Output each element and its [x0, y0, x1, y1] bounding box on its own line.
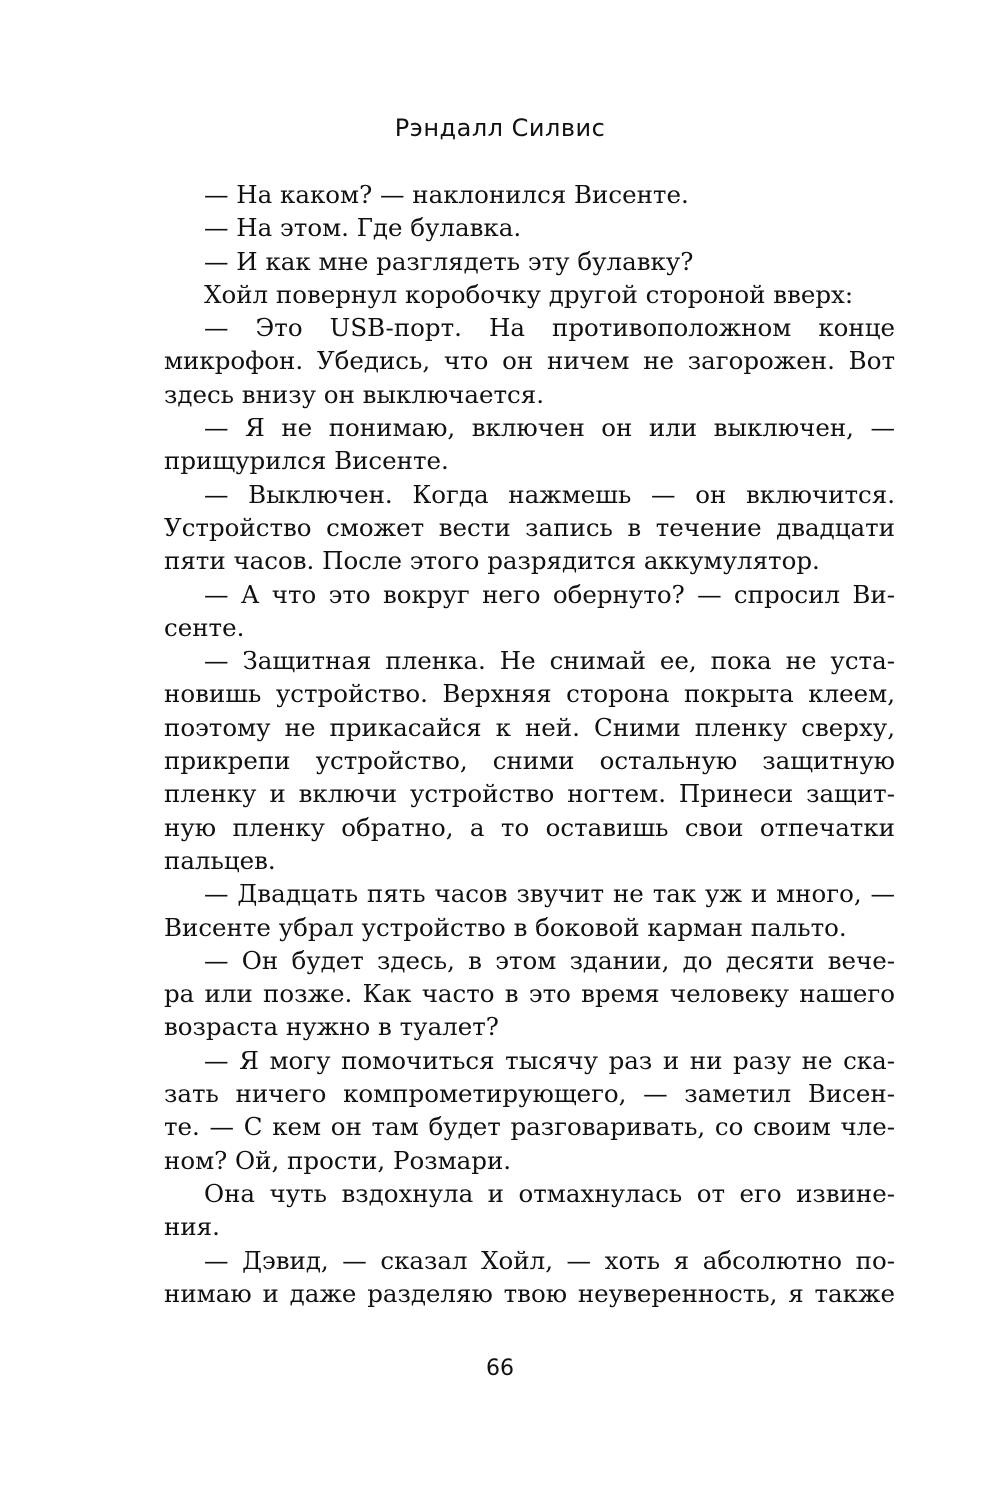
- text-line: прищурился Висенте.: [164, 446, 449, 476]
- text-line: — Дэвид, — сказал Хойл, — хоть я абсолютно по-: [204, 1245, 895, 1275]
- text-line: ния.: [164, 1212, 220, 1242]
- text-line: новишь устройство. Верхняя сторона покрыта клеем,: [164, 679, 895, 709]
- running-head: Рэндалл Силвис: [394, 114, 606, 142]
- text-line: микрофон. Убедись, что он ничем не загорожен. Вот: [164, 346, 895, 376]
- text-line: прикрепи устройство, сними остальную защитную: [164, 746, 895, 776]
- text-line: — Двадцать пять часов звучит не так уж и много, —: [204, 879, 895, 909]
- text-line: пальцев.: [164, 845, 276, 875]
- text-line: сенте.: [164, 612, 245, 642]
- body-text: [164, 178, 895, 1310]
- text-line: — Я не понимаю, включен он или выключен, —: [204, 413, 895, 443]
- text-line: возраста нужно в туалет?: [164, 1012, 499, 1042]
- text-line: те. — С кем он там будет разговаривать, со своим чле-: [164, 1112, 895, 1142]
- text-line: — Выключен. Когда нажмешь — он включится.: [204, 479, 895, 509]
- text-line: ном? Ой, прости, Розмари.: [164, 1145, 512, 1175]
- text-line: Она чуть вздохнула и отмахнулась от его извине-: [204, 1178, 895, 1208]
- text-line: Устройство сможет вести запись в течение двадцати: [164, 512, 895, 542]
- text-line: Хойл повернул коробочку другой стороной вверх:: [204, 279, 854, 309]
- text-line: — На этом. Где булавка.: [204, 213, 522, 243]
- text-line: — Защитная пленка. Не снимай ее, пока не уста-: [204, 646, 895, 676]
- text-line: нимаю и даже разделяю твою неуверенность, я также: [164, 1278, 895, 1308]
- text-line: — А что это вокруг него обернуто? — спросил Ви-: [204, 579, 895, 609]
- text-line: — Я могу помочиться тысячу раз и ни разу не ска-: [204, 1045, 895, 1075]
- text-line: пленку и включи устройство ногтем. Принеси защит-: [164, 779, 895, 809]
- text-line: — На каком? — наклонился Висенте.: [204, 180, 689, 209]
- text-line: здесь внизу он выключается.: [164, 379, 545, 409]
- text-line: зать ничего компрометирующего, — заметил Висен-: [164, 1079, 895, 1109]
- page-number: 66: [486, 1356, 514, 1381]
- text-line: ную пленку обратно, а то оставишь свои отпечатки: [164, 812, 895, 842]
- text-line: ра или позже. Как часто в это время человеку нашего: [164, 979, 895, 1009]
- text-line: — Это USB-порт. На противоположном конце: [204, 313, 895, 343]
- text-line: поэтому не прикасайся к ней. Сними пленку сверху,: [164, 712, 895, 742]
- text-line: пяти часов. После этого разрядится аккумулятор.: [164, 546, 820, 576]
- text-line: — Он будет здесь, в этом здании, до десяти вече-: [204, 945, 895, 975]
- text-line: — И как мне разглядеть эту булавку?: [204, 246, 694, 276]
- text-line: Висенте убрал устройство в боковой карман пальто.: [164, 912, 847, 942]
